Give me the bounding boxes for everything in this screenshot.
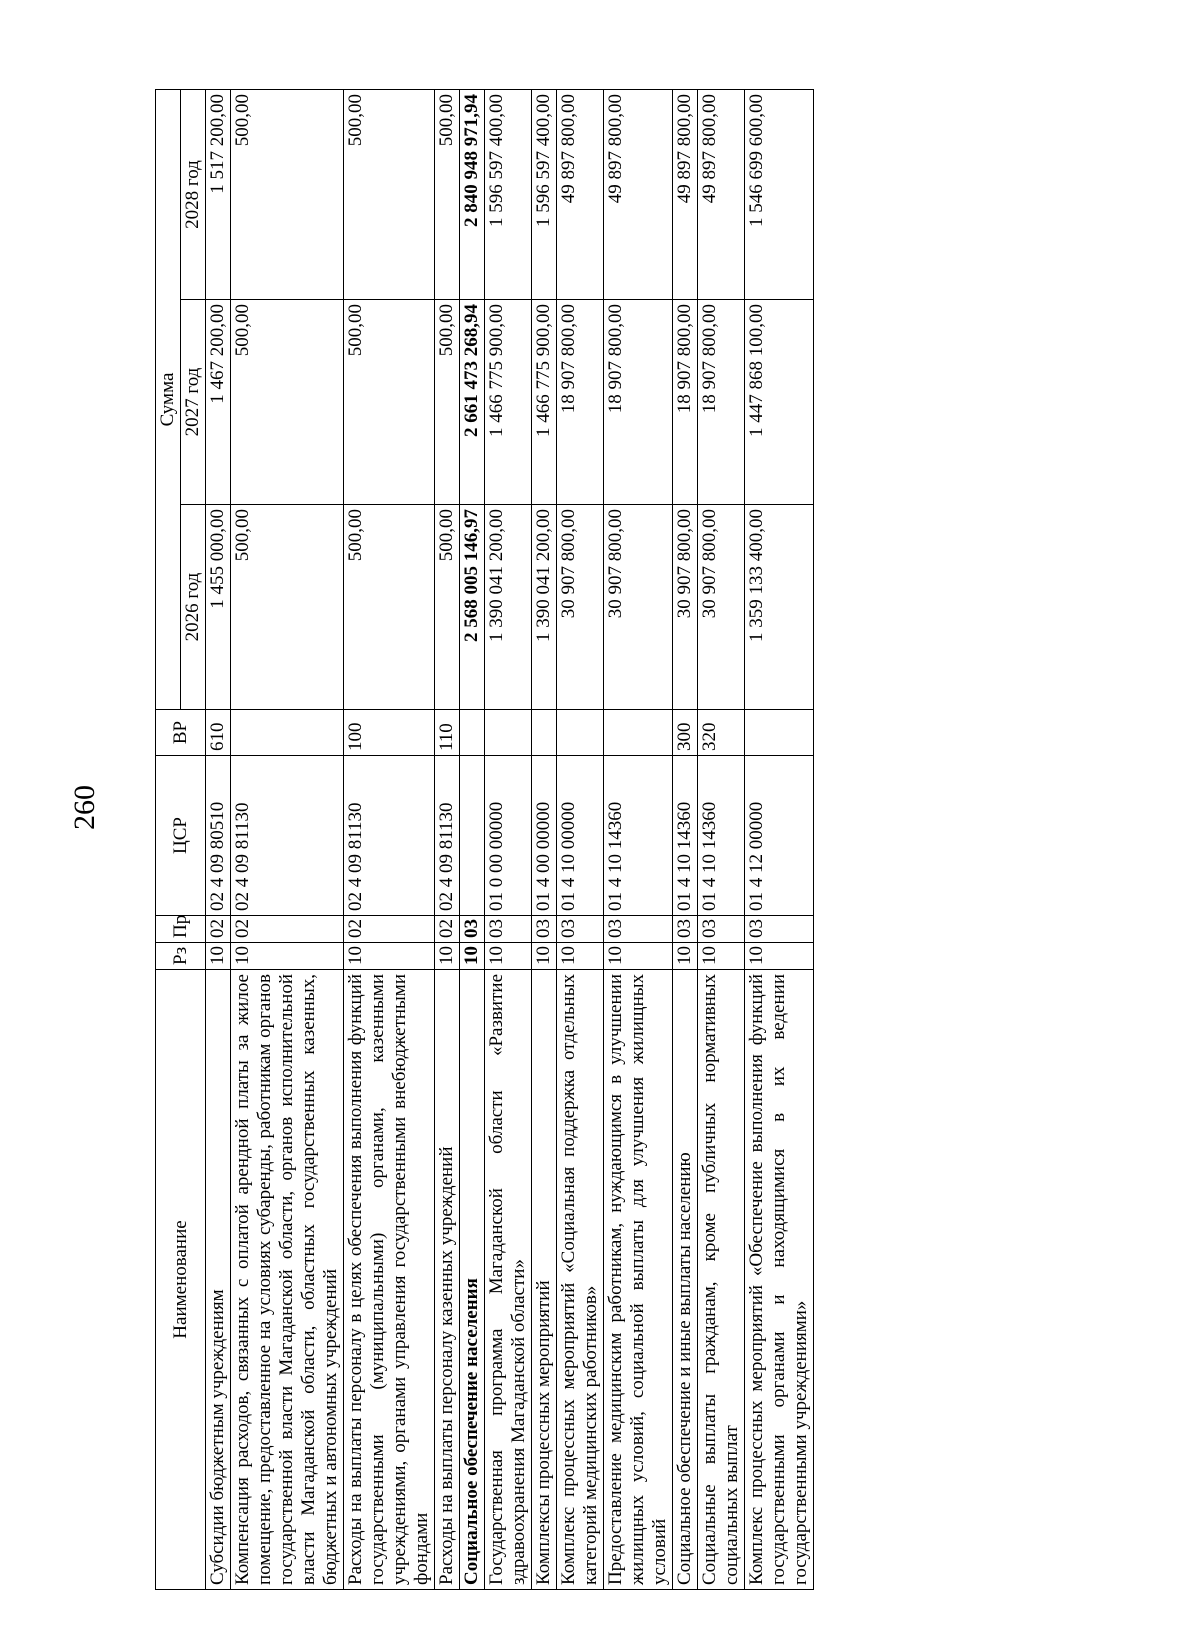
row-sum-2028: 49 897 800,00 <box>557 90 604 300</box>
row-sum-2027: 18 907 800,00 <box>604 300 673 505</box>
table-row <box>460 90 485 1590</box>
row-pr: 03 <box>557 916 604 943</box>
row-csr: 02 4 09 80510 <box>206 756 231 916</box>
row-sum-2026: 500,00 <box>344 505 435 710</box>
table-row <box>435 90 460 1590</box>
row-sum-2027: 2 661 473 268,94 <box>460 300 485 505</box>
row-sum-2026: 1 390 041 200,00 <box>532 505 557 710</box>
row-csr: 01 4 10 14360 <box>673 756 698 916</box>
row-rz: 10 <box>485 943 532 970</box>
row-name: Субсидии бюджетным учреждениям <box>206 970 231 1590</box>
row-name: Государственная программа Магаданской области «Развитие здравоохранения Магаданской области» <box>485 970 532 1590</box>
row-csr: 02 4 09 81130 <box>435 756 460 916</box>
table-body <box>206 90 814 1590</box>
row-name: Комплексы процессных мероприятий <box>532 970 557 1590</box>
row-sum-2028: 500,00 <box>231 90 344 300</box>
row-sum-2026: 1 455 000,00 <box>206 505 231 710</box>
row-pr: 03 <box>460 916 485 943</box>
row-name: Предоставление медицинским работникам, нуждающимся в улучшении жилищных условий, социальной выплаты для улучшения жилищных условий <box>604 970 673 1590</box>
row-vr <box>460 710 485 756</box>
row-sum-2027: 1 447 868 100,00 <box>745 300 814 505</box>
table-row <box>673 90 698 1590</box>
row-pr: 03 <box>745 916 814 943</box>
table-row <box>344 90 435 1590</box>
header-pr: Пр <box>156 916 206 943</box>
row-sum-2027: 500,00 <box>344 300 435 505</box>
row-sum-2027: 1 466 775 900,00 <box>485 300 532 505</box>
row-name: Социальные выплаты гражданам, кроме публичных нормативных социальных выплат <box>698 970 745 1590</box>
header-rz: Рз <box>156 943 206 970</box>
row-name: Расходы на выплаты персоналу в целях обеспечения выполнения функций государственными (муниципальными) органами, казенными учреждениями, органами управления государственными внебюджетными фондами <box>344 970 435 1590</box>
row-sum-2027: 18 907 800,00 <box>673 300 698 505</box>
header-year-2028: 2028 год <box>181 90 206 300</box>
row-rz: 10 <box>673 943 698 970</box>
row-sum-2027: 18 907 800,00 <box>557 300 604 505</box>
row-sum-2028: 49 897 800,00 <box>604 90 673 300</box>
row-rz: 10 <box>435 943 460 970</box>
table-row <box>604 90 673 1590</box>
row-rz: 10 <box>604 943 673 970</box>
row-sum-2028: 1 517 200,00 <box>206 90 231 300</box>
row-csr: 01 4 10 00000 <box>557 756 604 916</box>
row-name: Компенсация расходов, связанных с оплатой арендной платы за жилое помещение, предоставленное на условиях субаренды, работникам органов государственной власти Магаданской области, органов исполнительной власти Магаданской области, областных государственных казенных, бюджетных и автономных учреждений <box>231 970 344 1590</box>
row-csr: 02 4 09 81130 <box>231 756 344 916</box>
row-sum-2027: 1 466 775 900,00 <box>532 300 557 505</box>
row-pr: 03 <box>604 916 673 943</box>
row-pr: 03 <box>698 916 745 943</box>
budget-table <box>155 89 814 1590</box>
row-csr: 01 4 00 00000 <box>532 756 557 916</box>
row-name: Комплекс процессных мероприятий «Социальная поддержка отдельных категорий медицинских работников» <box>557 970 604 1590</box>
table-row <box>745 90 814 1590</box>
row-rz: 10 <box>532 943 557 970</box>
header-sum: Сумма <box>156 90 181 710</box>
header-row-top <box>156 90 181 1590</box>
header-vr: ВР <box>156 710 206 756</box>
table-row <box>698 90 745 1590</box>
row-vr: 100 <box>344 710 435 756</box>
row-rz: 10 <box>698 943 745 970</box>
row-sum-2026: 30 907 800,00 <box>604 505 673 710</box>
row-pr: 02 <box>231 916 344 943</box>
row-sum-2026: 2 568 005 146,97 <box>460 505 485 710</box>
header-csr: ЦСР <box>156 756 206 916</box>
row-name: Социальное обеспечение и иные выплаты населению <box>673 970 698 1590</box>
row-sum-2027: 500,00 <box>231 300 344 505</box>
row-vr <box>745 710 814 756</box>
row-sum-2027: 1 467 200,00 <box>206 300 231 505</box>
row-sum-2026: 1 390 041 200,00 <box>485 505 532 710</box>
row-sum-2028: 1 596 597 400,00 <box>532 90 557 300</box>
header-name: Наименование <box>156 970 206 1590</box>
row-sum-2028: 500,00 <box>344 90 435 300</box>
row-pr: 03 <box>485 916 532 943</box>
row-name: Расходы на выплаты персоналу казенных учреждений <box>435 970 460 1590</box>
row-name: Комплекс процессных мероприятий «Обеспечение выполнения функций государственными органами и находящимися в их ведении государственными учреждениями» <box>745 970 814 1590</box>
row-vr <box>557 710 604 756</box>
row-pr: 03 <box>532 916 557 943</box>
row-sum-2027: 18 907 800,00 <box>698 300 745 505</box>
row-rz: 10 <box>206 943 231 970</box>
row-vr <box>604 710 673 756</box>
row-sum-2028: 49 897 800,00 <box>673 90 698 300</box>
row-pr: 02 <box>206 916 231 943</box>
row-csr: 01 4 12 00000 <box>745 756 814 916</box>
row-vr: 320 <box>698 710 745 756</box>
row-csr: 01 0 00 00000 <box>485 756 532 916</box>
row-vr <box>485 710 532 756</box>
rotated-table-wrapper <box>155 90 1055 1590</box>
row-sum-2026: 500,00 <box>231 505 344 710</box>
table-row <box>485 90 532 1590</box>
row-sum-2028: 2 840 948 971,94 <box>460 90 485 300</box>
row-vr <box>532 710 557 756</box>
row-name: Социальное обеспечение населения <box>460 970 485 1590</box>
row-rz: 10 <box>231 943 344 970</box>
row-csr <box>460 756 485 916</box>
header-year-2026: 2026 год <box>181 505 206 710</box>
row-sum-2028: 500,00 <box>435 90 460 300</box>
row-vr: 300 <box>673 710 698 756</box>
row-sum-2026: 500,00 <box>435 505 460 710</box>
row-sum-2026: 30 907 800,00 <box>673 505 698 710</box>
row-pr: 03 <box>673 916 698 943</box>
row-sum-2028: 1 596 597 400,00 <box>485 90 532 300</box>
row-rz: 10 <box>344 943 435 970</box>
row-vr: 110 <box>435 710 460 756</box>
table-row <box>206 90 231 1590</box>
table-row <box>532 90 557 1590</box>
row-vr: 610 <box>206 710 231 756</box>
header-year-2027: 2027 год <box>181 300 206 505</box>
page-number: 260 <box>68 785 101 830</box>
row-rz: 10 <box>557 943 604 970</box>
table-row <box>557 90 604 1590</box>
table-row <box>231 90 344 1590</box>
row-sum-2027: 500,00 <box>435 300 460 505</box>
row-sum-2028: 49 897 800,00 <box>698 90 745 300</box>
row-sum-2026: 30 907 800,00 <box>698 505 745 710</box>
row-vr <box>231 710 344 756</box>
row-rz: 10 <box>745 943 814 970</box>
row-csr: 01 4 10 14360 <box>698 756 745 916</box>
row-pr: 02 <box>435 916 460 943</box>
row-sum-2026: 30 907 800,00 <box>557 505 604 710</box>
row-csr: 02 4 09 81130 <box>344 756 435 916</box>
row-rz: 10 <box>460 943 485 970</box>
row-csr: 01 4 10 14360 <box>604 756 673 916</box>
row-sum-2028: 1 546 699 600,00 <box>745 90 814 300</box>
row-sum-2026: 1 359 133 400,00 <box>745 505 814 710</box>
row-pr: 02 <box>344 916 435 943</box>
